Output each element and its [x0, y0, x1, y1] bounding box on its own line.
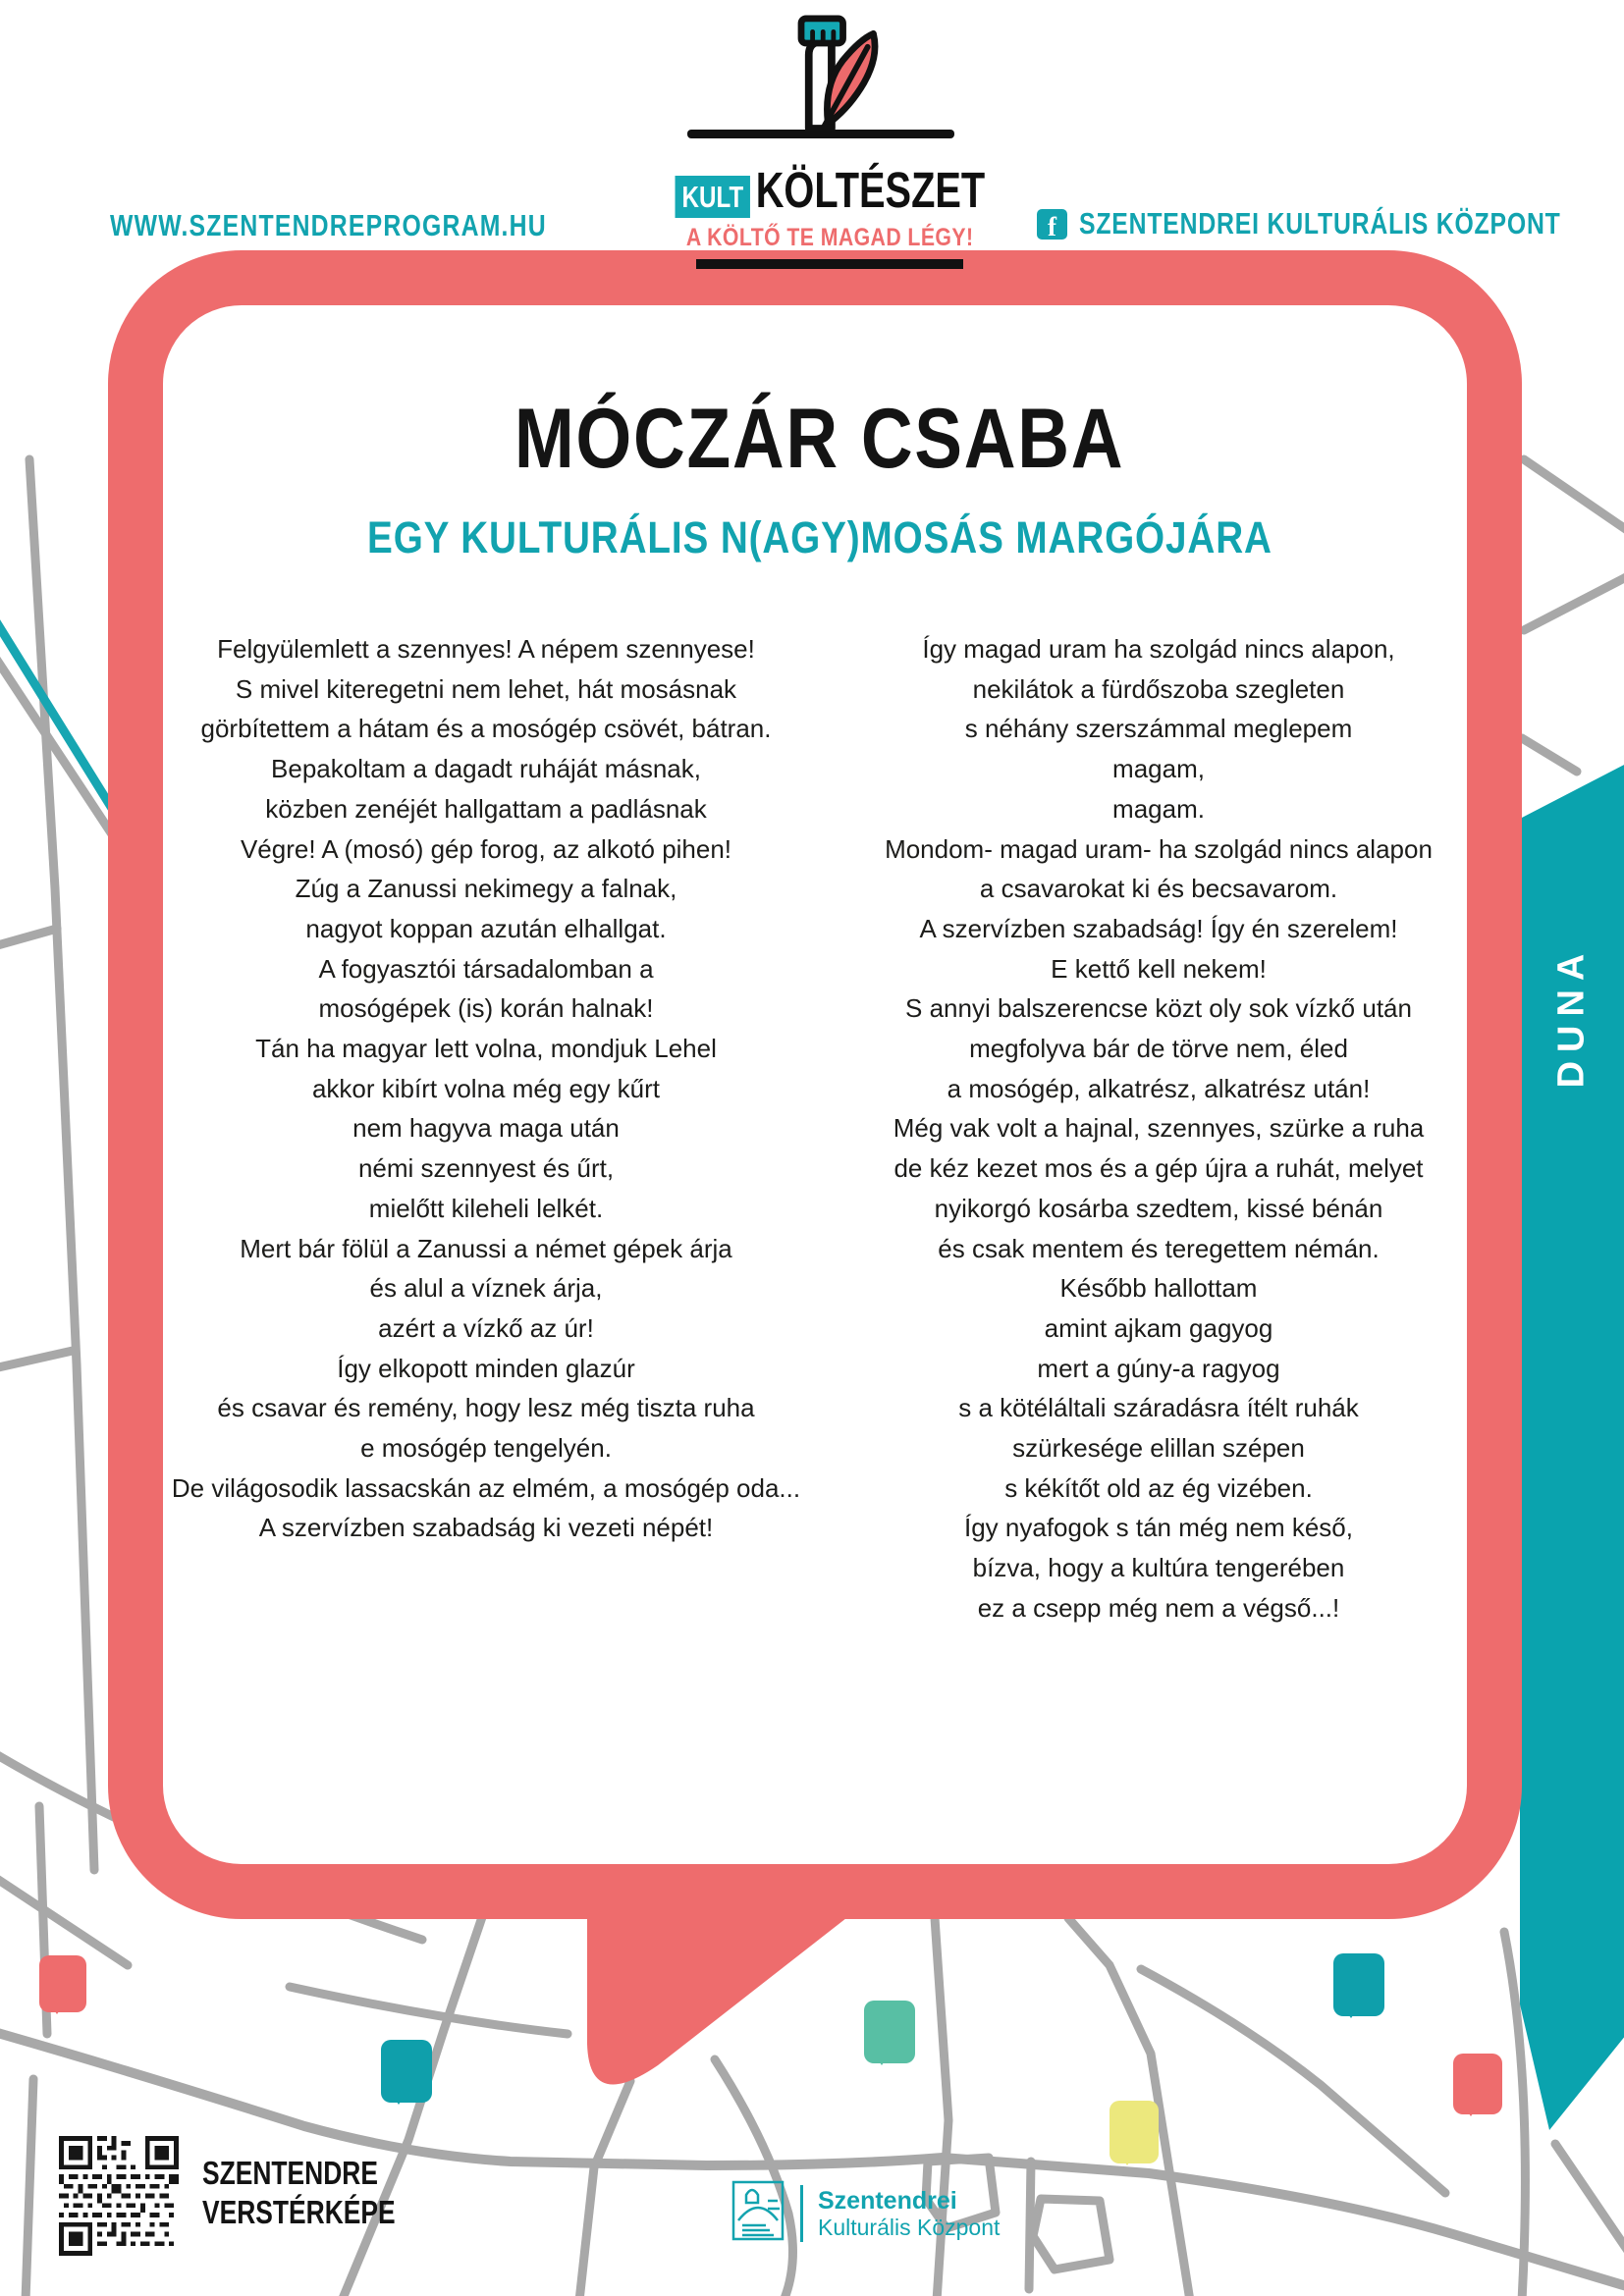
poem-line: Bepakoltam a dagadt ruháját másnak, — [271, 754, 701, 784]
org-name-line2: Kulturális Központ — [818, 2214, 1001, 2240]
poem-line: szürkesége elillan szépen — [1012, 1433, 1305, 1464]
poem-line: Még vak volt a hajnal, szennyes, szürke a ruha — [893, 1113, 1425, 1144]
poem-line: Végre! A (mosó) gép forog, az alkotó pihen! — [240, 833, 732, 864]
map-marker-teal — [1333, 1953, 1384, 2016]
poem-line: e mosógép tengelyén. — [360, 1433, 612, 1464]
poem-line: magam, — [1112, 754, 1205, 784]
poem-line: akkor kibírt volna még egy kűrt — [311, 1073, 661, 1103]
map-marker-yellow — [1110, 2101, 1159, 2163]
tagline-rule — [696, 259, 963, 269]
org-name-line1: Szentendrei — [818, 2186, 957, 2215]
poem-line: E kettő kell nekem! — [1051, 953, 1267, 984]
poem-line: a csavarokat ki és becsavarom. — [979, 874, 1338, 904]
map-title — [202, 2154, 444, 2232]
poem-line: mielőtt kileheli lelkét. — [368, 1193, 604, 1223]
facebook-link[interactable] — [1037, 206, 1624, 241]
map-title-line1: SZENTENDRE — [202, 2155, 378, 2191]
poem-line: mosógépek (is) korán halnak! — [318, 993, 654, 1024]
poem-line: De világosodik lassacskán az elmém, a mosógép oda... — [171, 1472, 801, 1503]
poem-line: megfolyva bár de törve nem, éled — [969, 1034, 1348, 1064]
facebook-label: SZENTENDREI KULTURÁLIS KÖZPONT — [1079, 206, 1561, 240]
poem-line: S mivel kiteregetni nem lehet, hát mosásnak — [235, 673, 737, 704]
poem-line: görbítettem a hátam és a mosógép csövét, bátran. — [200, 714, 772, 744]
logo-tagline: A KÖLTŐ TE MAGAD LÉGY! — [685, 224, 974, 251]
poem-line: nem hagyva maga után — [352, 1113, 620, 1144]
poem-line: S annyi balszerencse közt oly sok vízkő után — [905, 993, 1412, 1024]
org-logo — [731, 2179, 1000, 2247]
poem-line: de kéz kezet mos és a gép újra a ruhát, melyet — [893, 1153, 1424, 1184]
poem-line: s kékítőt old az ég vizében. — [1004, 1472, 1313, 1503]
poem-line: bízva, hogy a kultúra tengerében — [972, 1553, 1345, 1583]
kult-kolteszet-logo — [576, 8, 1083, 269]
poem-line: amint ajkam gagyog — [1044, 1312, 1273, 1343]
map-marker-coral — [1453, 2054, 1502, 2114]
poem-line: nekilátok a fürdőszoba szegleten — [972, 673, 1345, 704]
poem-line: s néhány szerszámmal meglepem — [964, 714, 1353, 744]
poem-column-left — [147, 616, 825, 1548]
poem-line: a mosógép, alkatrész, alkatrész után! — [947, 1073, 1371, 1103]
poem-line: Így elkopott minden glazúr — [337, 1353, 635, 1383]
poem-line: és alul a víznek árja, — [369, 1273, 603, 1304]
website-link[interactable] — [110, 208, 656, 243]
org-name — [818, 2187, 1000, 2240]
poem-author: MÓCZÁR CSABA — [514, 392, 1125, 486]
poem-title: EGY KULTURÁLIS N(AGY)MOSÁS MARGÓJÁRA — [367, 512, 1272, 562]
logo-underline — [687, 130, 954, 138]
poem-line: Tán ha magyar lett volna, mondjuk Lehel — [255, 1034, 717, 1064]
poem-line: és csavar és remény, hogy lesz még tiszta ruha — [217, 1393, 755, 1423]
org-divider — [800, 2185, 803, 2242]
poem-line: s a kötéláltali száradásra ítélt ruhák — [958, 1393, 1359, 1423]
kult-badge: KULT — [675, 176, 750, 218]
poem-line: Mondom- magad uram- ha szolgád nincs alapon — [885, 833, 1433, 864]
poem-line: ez a csepp még nem a végső...! — [977, 1592, 1340, 1623]
building-icon — [731, 2179, 785, 2247]
poem-line: nyikorgó kosárba szedtem, kissé bénán — [934, 1193, 1383, 1223]
poem-line: A szervízben szabadság! Így én szerelem! — [919, 913, 1398, 943]
hand-feather-icon — [576, 8, 1083, 137]
poem-line: magam. — [1112, 793, 1205, 824]
poem-line: közben zenéjét hallgattam a padlásnak — [265, 793, 707, 824]
poem-line: Így nyafogok s tán még nem késő, — [964, 1513, 1353, 1543]
poem-line: A fogyasztói társadalomban a — [318, 953, 654, 984]
poem-line: nagyot koppan azután elhallgat. — [305, 913, 667, 943]
poem-line: és csak mentem és teregettem némán. — [938, 1233, 1380, 1263]
poem-line: mert a gúny-a ragyog — [1037, 1353, 1280, 1383]
map-marker-green — [864, 2001, 915, 2063]
poem-line: Így magad uram ha szolgád nincs alapon, — [922, 634, 1395, 664]
poem-line: Felgyülemlett a szennyes! A népem szennyese! — [217, 634, 755, 664]
logo-wordmark — [576, 161, 1083, 219]
poem-line: Később hallottam — [1059, 1273, 1258, 1304]
poem-column-right — [823, 616, 1494, 1629]
poem-line: A szervízben szabadság ki vezeti népét! — [258, 1513, 714, 1543]
map-title-line2: VERSTÉRKÉPE — [202, 2194, 396, 2230]
poem-line: azért a vízkő az úr! — [378, 1312, 594, 1343]
map-marker-coral — [39, 1955, 86, 2012]
poem-line: némi szennyest és űrt, — [357, 1153, 615, 1184]
kolteszet-label: KÖLTÉSZET — [755, 162, 985, 218]
poem-line: Zúg a Zanussi nekimegy a falnak, — [295, 874, 677, 904]
website-label: WWW.SZENTENDREPROGRAM.HU — [110, 208, 547, 242]
river-label-duna: DUNA — [1550, 944, 1593, 1088]
poem-line: Mert bár fölül a Zanussi a német gépek árja — [240, 1233, 732, 1263]
qr-code — [59, 2136, 179, 2256]
facebook-icon: f — [1037, 209, 1067, 240]
map-marker-teal — [381, 2040, 432, 2103]
